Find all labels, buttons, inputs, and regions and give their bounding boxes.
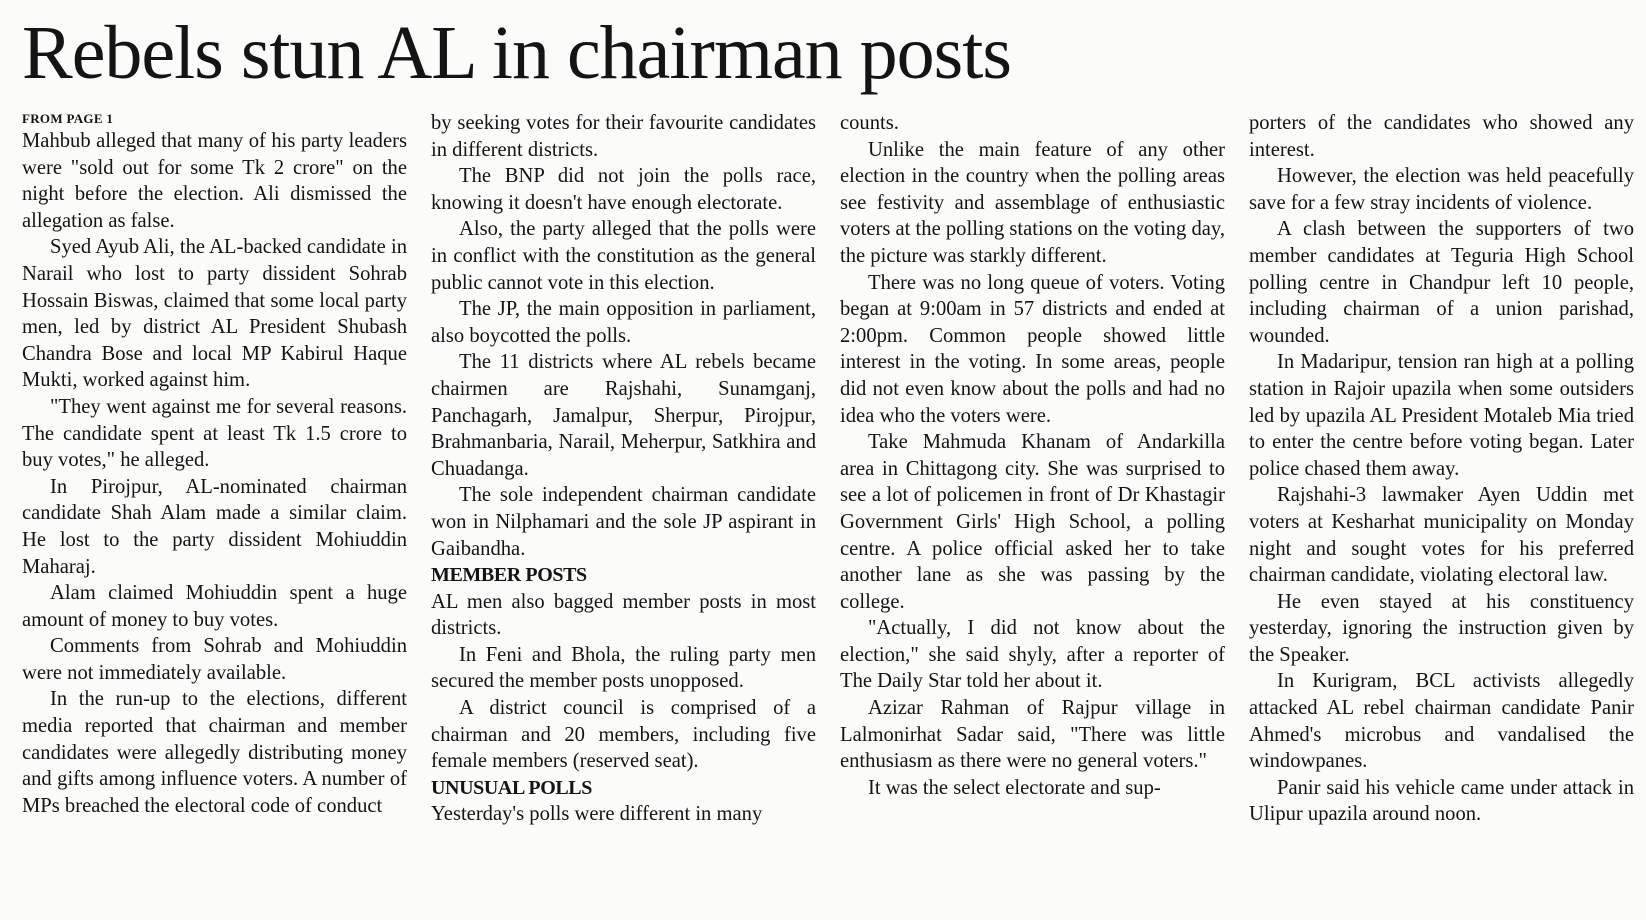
headline: Rebels stun AL in chairman posts	[22, 11, 1011, 95]
column-4	[1249, 110, 1634, 828]
paragraph: Panir said his vehicle came under attack in Ulipur upazila around noon.	[1249, 776, 1634, 826]
paragraph: In the run-up to the elections, different media reported that chairman and member candidates were allegedly distributing money and gifts among influence voters. A number of MPs breached the electoral code of conduct	[22, 688, 407, 817]
paragraph: counts.	[840, 112, 899, 134]
paragraph: The 11 districts where AL rebels became chairmen are Rajshahi, Sunamganj, Panchagarh, Jamalpur, Sherpur, Pirojpur, Brahmanbaria, Narail, Meherpur, Satkhira and Chuadanga.	[431, 351, 816, 480]
paragraph: by seeking votes for their favourite candidates in different districts.	[431, 112, 816, 161]
paragraph: In Madaripur, tension ran high at a polling station in Rajoir upazila when some outsiders led by upazila AL President Motaleb Mia tried to enter the centre before voting began. Later police chased them away.	[1249, 351, 1634, 480]
paragraph: Comments from Sohrab and Mohiuddin were not immediately available.	[22, 635, 407, 684]
paragraph: A district council is comprised of a chairman and 20 members, including five female members (reserved seat).	[431, 697, 816, 773]
paragraph: A clash between the supporters of two member candidates at Teguria High School polling centre in Chandpur left 10 people, including chairman of a union parishad, wounded.	[1249, 218, 1634, 347]
section-subhead: UNUSUAL POLLS	[431, 776, 592, 799]
article-body	[22, 110, 1638, 828]
paragraph: It was the select electorate and sup-	[868, 776, 1161, 799]
paragraph: In Pirojpur, AL-nominated chairman candidate Shah Alam made a similar claim. He lost to the party dissident Mohiuddin Maharaj.	[22, 475, 407, 578]
paragraph: The sole independent chairman candidate won in Nilphamari and the sole JP aspirant in Gaibandha.	[431, 484, 816, 560]
column-3	[840, 110, 1225, 828]
paragraph: The BNP did not join the polls race, knowing it doesn't have enough electorate.	[431, 165, 816, 214]
paragraph: Unlike the main feature of any other election in the country when the polling areas see festivity and assemblage of enthusiastic voters at the polling stations on the voting day, the picture was starkly different.	[840, 138, 1225, 267]
paragraph: "They went against me for several reasons. The candidate spent at least Tk 1.5 crore to buy votes," he alleged.	[22, 395, 407, 472]
column-1	[22, 110, 407, 828]
paragraph: There was no long queue of voters. Voting began at 9:00am in 57 districts and ended at 2:00pm. Common people showed little interest in the voting. In some areas, people did not even know about the polls and had no idea who the voters were.	[840, 271, 1225, 427]
paragraph: Alam claimed Mohiuddin spent a huge amount of money to buy votes.	[22, 582, 407, 631]
paragraph: Azizar Rahman of Rajpur village in Lalmonirhat Sadar said, "There was little enthusiasm as there were no general voters."	[840, 697, 1225, 773]
paragraph: Syed Ayub Ali, the AL-backed candidate in Narail who lost to party dissident Sohrab Hossain Biswas, claimed that some local party men, led by district AL President Shubash Chandra Bose and local MP Kabirul Haque Mukti, worked against him.	[22, 236, 407, 392]
section-subhead: MEMBER POSTS	[431, 564, 587, 587]
paragraph: He even stayed at his constituency yesterday, ignoring the instruction given by the Speaker.	[1249, 590, 1634, 666]
paragraph: "Actually, I did not know about the election," she said shyly, after a reporter of The Daily Star told her about it.	[840, 617, 1225, 693]
paragraph: Mahbub alleged that many of his party leaders were "sold out for some Tk 2 crore" on the night before the election. Ali dismissed the allegation as false.	[22, 130, 407, 232]
paragraph: However, the election was held peacefully save for a few stray incidents of violence.	[1249, 165, 1634, 214]
column-2	[431, 110, 816, 828]
paragraph: Take Mahmuda Khanam of Andarkilla area in Chittagong city. She was surprised to see a lot of policemen in front of Dr Khastagir Government Girls' High School, a polling centre. A police official asked her to take another lane as she was passing by the college.	[840, 431, 1225, 613]
paragraph: porters of the candidates who showed any interest.	[1249, 112, 1634, 161]
paragraph: Rajshahi-3 lawmaker Ayen Uddin met voters at Kesharhat municipality on Monday night and sought votes for his preferred chairman candidate, violating electoral law.	[1249, 484, 1634, 587]
paragraph: In Feni and Bhola, the ruling party men secured the member posts unopposed.	[431, 643, 816, 693]
paragraph: Yesterday's polls were different in many	[431, 803, 763, 826]
paragraph: In Kurigram, BCL activists allegedly attacked AL rebel chairman candidate Panir Ahmed's microbus and vandalised the windowpanes.	[1249, 670, 1634, 773]
paragraph: The JP, the main opposition in parliament, also boycotted the polls.	[431, 298, 816, 347]
paragraph: AL men also bagged member posts in most districts.	[431, 590, 816, 640]
paragraph: Also, the party alleged that the polls were in conflict with the constitution as the general public cannot vote in this election.	[431, 218, 816, 294]
dateline: FROM PAGE 1	[22, 111, 114, 126]
